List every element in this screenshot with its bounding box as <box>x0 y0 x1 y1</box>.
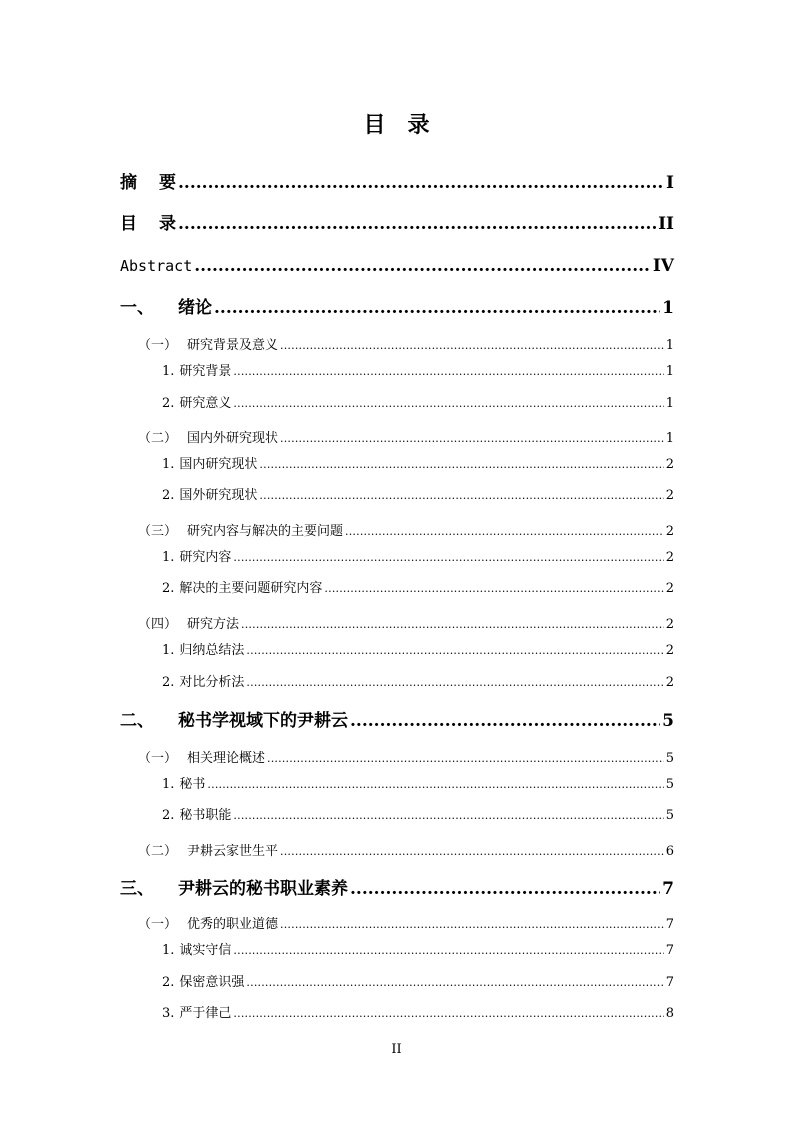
toc-entry-page: 2 <box>665 524 674 539</box>
toc-entry-label <box>162 364 231 380</box>
toc-entry-page: 5 <box>662 711 674 731</box>
toc-entry-number: 1. <box>162 364 175 379</box>
toc-leader-dots <box>233 550 663 566</box>
toc-entry[interactable] <box>120 214 674 234</box>
toc-entry-label <box>162 1006 231 1022</box>
toc-entry-text: 国内研究现状 <box>179 457 258 472</box>
toc-entry-number: （四） <box>138 617 178 632</box>
toc-entry-text: 解决的主要问题研究内容 <box>179 581 323 596</box>
toc-entry-label <box>120 214 176 234</box>
toc-entry-text: 研究意义 <box>179 396 232 411</box>
toc-leader-dots <box>178 173 664 193</box>
toc-entry-text: 研究方法 <box>187 617 240 632</box>
toc-entry-label <box>138 617 239 633</box>
toc-entry-number: 2. <box>162 808 175 823</box>
toc-entry-text: 保密意识强 <box>179 975 245 990</box>
toc-entry-page: 8 <box>665 1006 674 1021</box>
toc-entry-page: I <box>666 173 674 193</box>
toc-entry-number: 一、 <box>120 298 154 318</box>
toc-entry-page: II <box>658 214 674 234</box>
toc-entry-label <box>162 457 257 473</box>
toc-entry[interactable] <box>138 617 674 633</box>
toc-entry[interactable] <box>162 943 674 959</box>
toc-entry-text: 研究背景及意义 <box>187 338 279 353</box>
toc-entry-label <box>162 396 231 412</box>
toc-leader-dots <box>350 711 660 731</box>
toc-entry-number: （一） <box>138 751 178 766</box>
toc-entry-page: 1 <box>662 298 674 318</box>
toc-entry-text: 诚实守信 <box>179 943 232 958</box>
toc-entry-label <box>162 581 322 597</box>
toc-entry-text: 研究内容 <box>179 550 232 565</box>
toc-leader-dots <box>214 298 660 318</box>
toc-leader-dots <box>233 943 663 959</box>
toc-leader-dots <box>267 751 664 767</box>
toc-entry-number: 1. <box>162 777 175 792</box>
toc-leader-dots <box>233 808 663 824</box>
toc-entry-page: 5 <box>665 777 674 792</box>
toc-entry[interactable] <box>162 1006 674 1022</box>
page-number-footer: II <box>391 1042 402 1057</box>
title-part-2: 录 <box>407 113 430 138</box>
toc-entry-number: 1. <box>162 943 175 958</box>
toc-entry-number: （一） <box>138 338 178 353</box>
toc-entry-label <box>138 917 278 933</box>
toc-entry[interactable] <box>162 581 674 597</box>
toc-entry-label <box>162 777 205 793</box>
toc-entry[interactable] <box>138 917 674 933</box>
toc-entry-text: 研究背景 <box>179 364 232 379</box>
toc-entry-text: 国外研究现状 <box>179 488 258 503</box>
toc-entry-label <box>138 844 278 860</box>
toc-entry-number: 2. <box>162 396 175 411</box>
toc-entry[interactable] <box>162 457 674 473</box>
toc-entry-page: 7 <box>665 975 674 990</box>
toc-entry-number: 三、 <box>120 879 154 899</box>
toc-entry-number: 二、 <box>120 711 154 731</box>
toc-leader-dots <box>280 431 664 447</box>
toc-entry-page: 1 <box>665 338 674 353</box>
toc-entry[interactable] <box>162 550 674 566</box>
toc-leader-dots <box>280 917 664 933</box>
toc-entry-number: 1. <box>162 550 175 565</box>
toc-leader-dots <box>280 844 664 860</box>
toc-leader-dots <box>345 524 664 540</box>
toc-entry[interactable] <box>162 364 674 380</box>
toc-entry[interactable] <box>162 488 674 504</box>
toc-entry-page: 7 <box>665 943 674 958</box>
toc-entry-text: 研究内容与解决的主要问题 <box>187 524 344 539</box>
toc-entry-number: （三） <box>138 524 178 539</box>
toc-entry-page: 5 <box>665 751 674 766</box>
toc-leader-dots <box>233 364 663 380</box>
toc-entry-page: 5 <box>665 808 674 823</box>
toc-entry-page: 6 <box>665 844 674 859</box>
toc-leader-dots <box>241 617 664 633</box>
toc-entry-text: 相关理论概述 <box>187 751 266 766</box>
toc-leader-dots <box>233 1006 663 1022</box>
toc-entry-label <box>138 751 265 767</box>
toc-entry[interactable] <box>162 975 674 991</box>
toc-entry-page: 1 <box>665 396 674 411</box>
toc-entry[interactable] <box>162 396 674 412</box>
toc-entry[interactable] <box>162 777 674 793</box>
toc-entry[interactable] <box>138 338 674 354</box>
toc-entry[interactable] <box>120 173 674 193</box>
toc-entry-label <box>138 524 343 540</box>
toc-entry-page: 2 <box>665 617 674 632</box>
toc-entry-page: 2 <box>665 581 674 596</box>
toc-entry-label <box>162 550 231 566</box>
toc-entry-text: Abstract <box>120 257 193 275</box>
toc-leader-dots <box>259 457 663 473</box>
toc-entry-page: IV <box>652 256 674 276</box>
toc-entry[interactable] <box>138 751 674 767</box>
toc-leader-dots <box>246 675 663 691</box>
toc-entry-number: 2. <box>162 581 175 596</box>
toc-leader-dots <box>194 256 651 276</box>
toc-entry-text: 绪论 <box>178 298 212 318</box>
toc-entry-label <box>162 643 244 659</box>
toc-entry-text: 归纳总结法 <box>179 643 245 658</box>
toc-entry-page: 2 <box>665 643 674 658</box>
toc-entry-label <box>120 298 212 318</box>
toc-leader-dots <box>178 214 656 234</box>
toc-entry[interactable] <box>120 711 674 731</box>
toc-entry-label <box>162 808 231 824</box>
toc-entry-number: 2. <box>162 488 175 503</box>
toc-entry-number: 2. <box>162 675 175 690</box>
toc-leader-dots <box>246 975 663 991</box>
toc-entry-label <box>162 975 244 991</box>
toc-entry-text: 国内外研究现状 <box>187 431 279 446</box>
toc-entry[interactable] <box>120 256 674 276</box>
toc-entry-number: （二） <box>138 844 178 859</box>
toc-entry-label <box>120 256 192 276</box>
toc-entry-text: 优秀的职业道德 <box>187 917 279 932</box>
toc-entry-number: 目 <box>120 214 137 234</box>
toc-entry-page: 2 <box>665 675 674 690</box>
toc-entry[interactable] <box>162 675 674 691</box>
toc-entry-number: 1. <box>162 457 175 472</box>
title-part-1: 目 <box>363 113 386 138</box>
toc-entry-number: 摘 <box>120 173 137 193</box>
toc-entry-page: 2 <box>665 550 674 565</box>
toc-entry-text: 尹耕云家世生平 <box>187 844 279 859</box>
toc-entry-label <box>138 431 278 447</box>
toc-entry-page: 1 <box>665 364 674 379</box>
toc-entry[interactable] <box>120 879 674 899</box>
toc-entry-label <box>162 488 257 504</box>
toc-entry-page: 2 <box>665 488 674 503</box>
toc-entry[interactable] <box>120 298 674 318</box>
toc-entry-text: 尹耕云的秘书职业素养 <box>178 879 348 899</box>
toc-entry-label <box>162 943 231 959</box>
toc-entry-number: 3. <box>162 1006 175 1021</box>
toc-entry-text: 秘书 <box>179 777 206 792</box>
toc-entry-number: 1. <box>162 643 175 658</box>
toc-entry[interactable] <box>138 431 674 447</box>
toc-entry-text: 严于律己 <box>179 1006 232 1021</box>
toc-entry[interactable] <box>162 643 674 659</box>
toc-entry[interactable] <box>138 524 674 540</box>
toc-entry-number: （二） <box>138 431 178 446</box>
toc-entry-label <box>162 675 244 691</box>
toc-entry-label <box>138 338 278 354</box>
toc-entry-text: 秘书学视域下的尹耕云 <box>178 711 348 731</box>
toc-leader-dots <box>259 488 663 504</box>
toc-entry-number: 2. <box>162 975 175 990</box>
toc-entry-page: 7 <box>665 917 674 932</box>
toc-entry-label <box>120 711 348 731</box>
toc-leader-dots <box>233 396 663 412</box>
toc-entry-text: 秘书职能 <box>179 808 232 823</box>
toc-entry-page: 1 <box>665 431 674 446</box>
toc-entry-number: （一） <box>138 917 178 932</box>
toc-entry-label <box>120 173 176 193</box>
toc-leader-dots <box>324 581 663 597</box>
toc-entry[interactable] <box>138 844 674 860</box>
toc-entry-page: 7 <box>662 879 674 899</box>
toc-entry-label <box>120 879 348 899</box>
toc-entry-text: 录 <box>159 214 176 234</box>
toc-leader-dots <box>350 879 660 899</box>
toc-entry-text: 要 <box>159 173 176 193</box>
toc-entry-text: 对比分析法 <box>179 675 245 690</box>
toc-entry[interactable] <box>162 808 674 824</box>
toc-leader-dots <box>280 338 664 354</box>
toc-entry-page: 2 <box>665 457 674 472</box>
toc-leader-dots <box>207 777 663 793</box>
toc-leader-dots <box>246 643 663 659</box>
